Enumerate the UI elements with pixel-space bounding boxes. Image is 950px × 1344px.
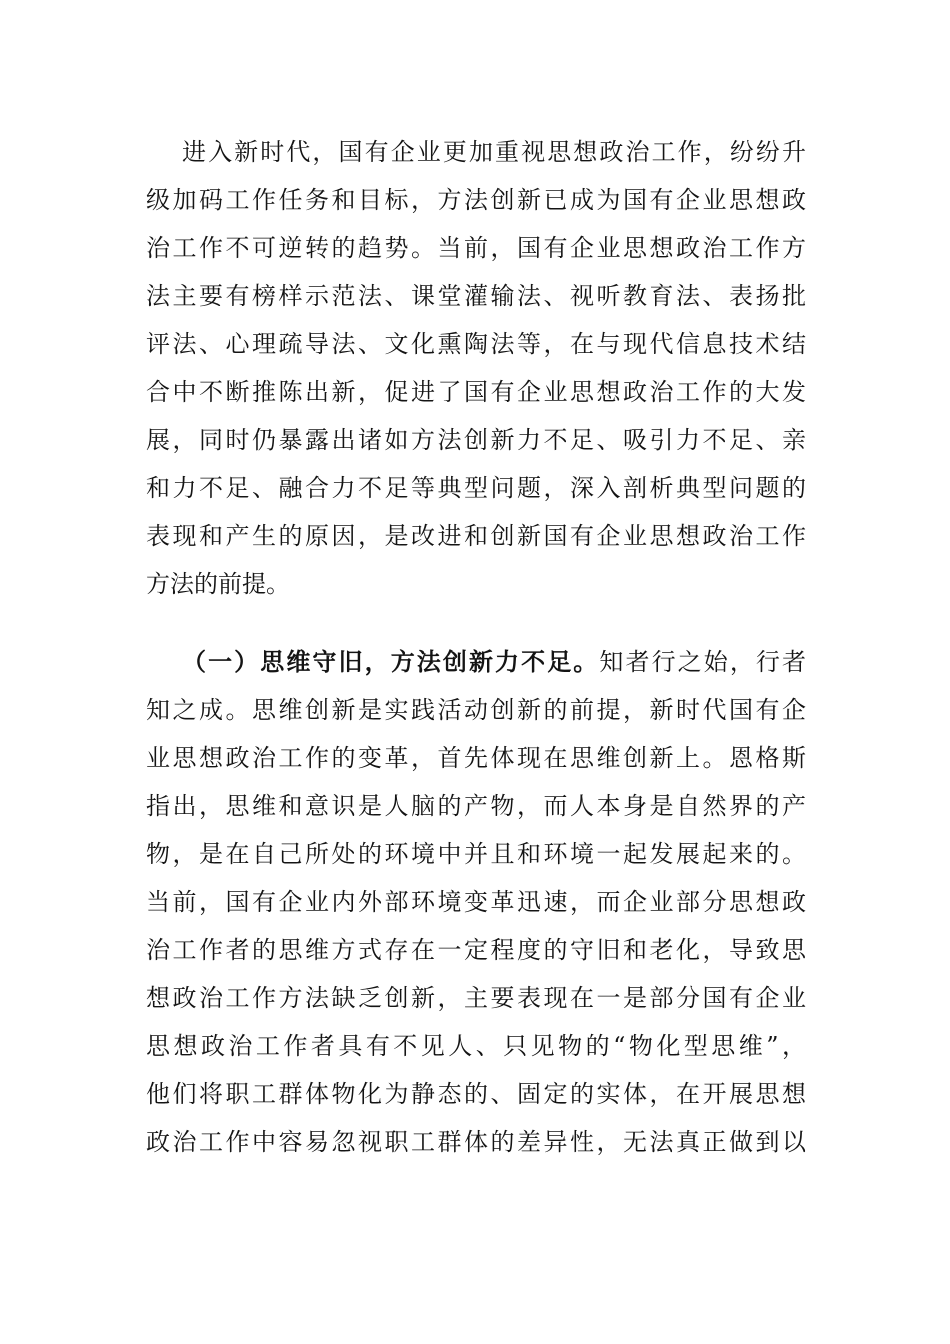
paragraph-line: 和力不足、融合力不足等典型问题，深入剖析典型问题的 (146, 474, 806, 502)
paragraph-line: 方法的前提。 (146, 570, 290, 598)
paragraph-line: 政治工作中容易忽视职工群体的差异性，无法真正做到以 (146, 1128, 806, 1156)
paragraph-line: 治工作者的思维方式存在一定程度的守旧和老化，导致思 (146, 936, 806, 964)
paragraph-line: 物，是在自己所处的环境中并且和环境一起发展起来的。 (146, 840, 806, 868)
paragraph-line: 级加码工作任务和目标，方法创新已成为国有企业思想政 (146, 186, 806, 214)
paragraph-section-one (146, 638, 806, 1166)
paragraph-line: 治工作不可逆转的趋势。当前，国有企业思想政治工作方 (146, 234, 806, 262)
paragraph-line: 法主要有榜样示范法、课堂灌输法、视听教育法、表扬批 (146, 282, 806, 310)
paragraph-line: 业思想政治工作的变革，首先体现在思维创新上。恩格斯 (146, 744, 806, 772)
paragraph-line: 知之成。思维创新是实践活动创新的前提，新时代国有企 (146, 696, 806, 724)
paragraph-line: 思想政治工作者具有不见人、只见物的“物化型思维”， (146, 1032, 806, 1060)
paragraph-line: 想政治工作方法缺乏创新，主要表现在一是部分国有企业 (146, 984, 806, 1012)
paragraph-line: 当前，国有企业内外部环境变革迅速，而企业部分思想政 (146, 888, 806, 916)
paragraph-line: 他们将职工群体物化为静态的、固定的实体，在开展思想 (146, 1080, 806, 1108)
paragraph-line (146, 638, 806, 686)
section-heading: （一）思维守旧，方法创新力不足。 (182, 647, 600, 676)
heading-line-rest: 知者行之始，行者 (599, 648, 806, 676)
paragraph-line: 展，同时仍暴露出诸如方法创新力不足、吸引力不足、亲 (146, 426, 806, 454)
paragraph-line: 指出，思维和意识是人脑的产物，而人本身是自然界的产 (146, 792, 806, 820)
paragraph-line: 评法、心理疏导法、文化熏陶法等，在与现代信息技术结 (146, 330, 806, 358)
paragraph-line: 表现和产生的原因，是改进和创新国有企业思想政治工作 (146, 522, 806, 550)
paragraph-intro (146, 128, 806, 608)
paragraph-line: 合中不断推陈出新，促进了国有企业思想政治工作的大发 (146, 378, 806, 406)
paragraph-line: 进入新时代，国有企业更加重视思想政治工作，纷纷升 (182, 138, 806, 166)
